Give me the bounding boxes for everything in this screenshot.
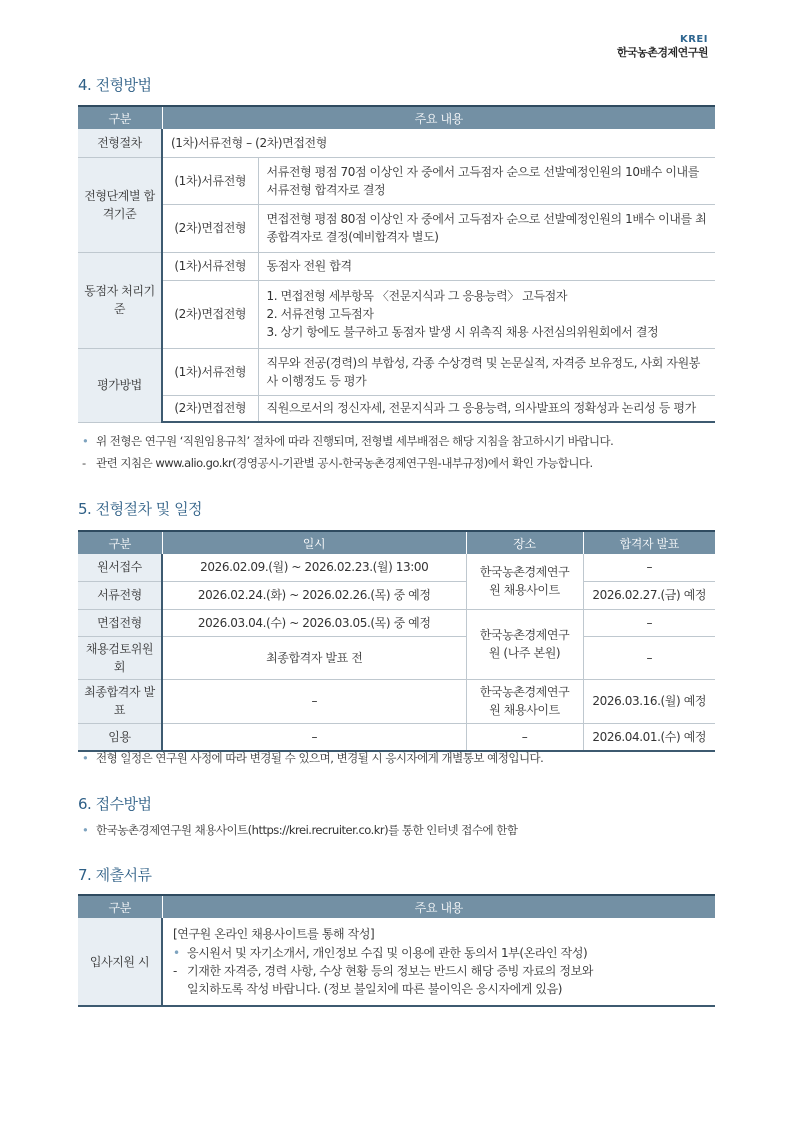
sub-label: (1차)서류전형 xyxy=(162,348,258,395)
header-category: 구분 xyxy=(78,895,162,918)
row-result: – xyxy=(583,636,715,679)
list-item-text: 응시원서 및 자기소개서, 개인정보 수집 및 이용에 관한 동의서 1부(온라인 작성) xyxy=(187,946,588,960)
section-6-note xyxy=(82,822,517,838)
table-row xyxy=(78,280,715,348)
row-result: 2026.04.01.(수) 예정 xyxy=(583,723,715,751)
row-date: 최종합격자 발표 전 xyxy=(162,636,466,679)
header-result: 합격자 발표 xyxy=(583,531,715,554)
row-place: 한국농촌경제연구원 채용사이트 xyxy=(466,679,583,723)
section-7-title: 7. 제출서류 xyxy=(78,866,152,884)
row-value xyxy=(162,918,715,1006)
row-value: 직원으로서의 정신자세, 전문지식과 그 응용능력, 의사발표의 정확성과 논리성 등 평가 xyxy=(258,395,715,422)
sub-label: (2차)면접전형 xyxy=(162,395,258,422)
bullet-icon: • xyxy=(82,823,89,837)
table-header-row xyxy=(78,106,715,129)
section-6-title: 6. 접수방법 xyxy=(78,795,152,813)
table-header-row xyxy=(78,531,715,554)
list-item xyxy=(173,962,705,980)
note-text: 전형 일정은 연구원 사정에 따라 변경될 수 있으며, 변경될 시 응시자에게 개별통보 예정입니다. xyxy=(96,751,544,765)
list-item-continuation: 일치하도록 작성 바랍니다. (정보 불일치에 따른 불이익은 응시자에게 있음) xyxy=(187,982,563,996)
row-place: 한국농촌경제연구원 채용사이트 xyxy=(466,554,583,609)
row-value-list xyxy=(258,280,715,348)
krei-logo xyxy=(617,34,708,60)
row-label: 동점자 처리기준 xyxy=(78,252,162,348)
table-row xyxy=(78,636,715,679)
row-result: – xyxy=(583,554,715,581)
list-item xyxy=(173,944,705,962)
dash-icon: - xyxy=(82,456,86,470)
table-row xyxy=(78,554,715,581)
header-category: 구분 xyxy=(78,531,162,554)
section-5-title: 5. 전형절차 및 일정 xyxy=(78,500,203,518)
table-row xyxy=(78,723,715,751)
table-row xyxy=(78,348,715,395)
row-place: 한국농촌경제연구원 (나주 본원) xyxy=(466,609,583,679)
list-item: 2. 서류전형 고득점자 xyxy=(266,307,374,321)
row-result: 2026.03.16.(월) 예정 xyxy=(583,679,715,723)
row-result: 2026.02.27.(금) 예정 xyxy=(583,581,715,609)
row-label: 전형단계별 합격기준 xyxy=(78,157,162,252)
row-label: 최종합격자 발표 xyxy=(78,679,162,723)
table-row xyxy=(78,918,715,1006)
section-4-note-2 xyxy=(82,455,593,471)
note-text: 위 전형은 연구원 ‘직원임용규칙’ 절차에 따라 진행되며, 전형별 세부배점은 해당 지침을 참고하시기 바랍니다. xyxy=(96,434,614,448)
sub-label: (2차)면접전형 xyxy=(162,280,258,348)
table-row xyxy=(78,157,715,204)
row-value: 동점자 전원 합격 xyxy=(258,252,715,280)
row-label: 입사지원 시 xyxy=(78,918,162,1006)
row-date: – xyxy=(162,723,466,751)
row-date: 2026.02.09.(월) ~ 2026.02.23.(월) 13:00 xyxy=(162,554,466,581)
row-date: – xyxy=(162,679,466,723)
sub-label: (1차)서류전형 xyxy=(162,157,258,204)
header-main-content: 주요 내용 xyxy=(162,106,715,129)
header-place: 장소 xyxy=(466,531,583,554)
header-category: 구분 xyxy=(78,106,162,129)
list-item: 3. 상기 항에도 불구하고 동점자 발생 시 위촉직 채용 사전심의위원회에서 결정 xyxy=(266,325,659,339)
dash-icon: - xyxy=(173,964,177,978)
section-5-note xyxy=(82,750,543,766)
table-row xyxy=(78,129,715,157)
bullet-icon: • xyxy=(82,434,89,448)
note-text: 한국농촌경제연구원 채용사이트(https://krei.recruiter.co.kr)를 통한 인터넷 접수에 한함 xyxy=(96,823,518,837)
row-label: 전형절차 xyxy=(78,129,162,157)
schedule-table xyxy=(78,530,715,752)
table-row xyxy=(78,204,715,252)
row-label: 채용검토위원회 xyxy=(78,636,162,679)
table-header-row xyxy=(78,895,715,918)
row-value: 직무와 전공(경력)의 부합성, 각종 수상경력 및 논문실적, 자격증 보유정도, 사회 자원봉사 이행정도 등 평가 xyxy=(258,348,715,395)
table-row xyxy=(78,395,715,422)
row-value: (1차)서류전형 – (2차)면접전형 xyxy=(162,129,715,157)
list-item: 1. 면접전형 세부항목 〈전문지식과 그 응용능력〉 고득점자 xyxy=(266,289,568,303)
row-date: 2026.03.04.(수) ~ 2026.03.05.(목) 중 예정 xyxy=(162,609,466,636)
row-label: 서류전형 xyxy=(78,581,162,609)
section-4-note-1 xyxy=(82,433,613,449)
list-item-text: 기재한 자격증, 경력 사항, 수상 현황 등의 정보는 반드시 해당 증빙 자료의 정보와 xyxy=(187,964,593,978)
documents-heading: [연구원 온라인 채용사이트를 통해 작성] xyxy=(173,927,375,941)
section-4-title: 4. 전형방법 xyxy=(78,76,152,94)
row-place: – xyxy=(466,723,583,751)
sub-label: (1차)서류전형 xyxy=(162,252,258,280)
row-label: 원서접수 xyxy=(78,554,162,581)
table-row xyxy=(78,252,715,280)
row-result: – xyxy=(583,609,715,636)
sub-label: (2차)면접전형 xyxy=(162,204,258,252)
row-label: 면접전형 xyxy=(78,609,162,636)
row-value: 서류전형 평점 70점 이상인 자 중에서 고득점자 순으로 선발예정인원의 10배수 이내를 서류전형 합격자로 결정 xyxy=(258,157,715,204)
note-text: 관련 지침은 www.alio.go.kr(경영공시-기관별 공시-한국농촌경제연구원-내부규정)에서 확인 가능합니다. xyxy=(96,456,593,470)
bullet-icon: • xyxy=(82,751,89,765)
header-main-content: 주요 내용 xyxy=(162,895,715,918)
table-row xyxy=(78,679,715,723)
table-row xyxy=(78,581,715,609)
header-date: 일시 xyxy=(162,531,466,554)
row-label: 임용 xyxy=(78,723,162,751)
documents-table xyxy=(78,894,715,1007)
screening-method-table xyxy=(78,105,715,423)
row-value: 면접전형 평점 80점 이상인 자 중에서 고득점자 순으로 선발예정인원의 1배수 이내를 최종합격자로 결정(예비합격자 별도) xyxy=(258,204,715,252)
row-label: 평가방법 xyxy=(78,348,162,422)
bullet-icon: • xyxy=(173,946,180,960)
logo-korean: 한국농촌경제연구원 xyxy=(616,46,708,59)
table-row xyxy=(78,609,715,636)
logo-english: KREI xyxy=(679,34,708,45)
row-date: 2026.02.24.(화) ~ 2026.02.26.(목) 중 예정 xyxy=(162,581,466,609)
